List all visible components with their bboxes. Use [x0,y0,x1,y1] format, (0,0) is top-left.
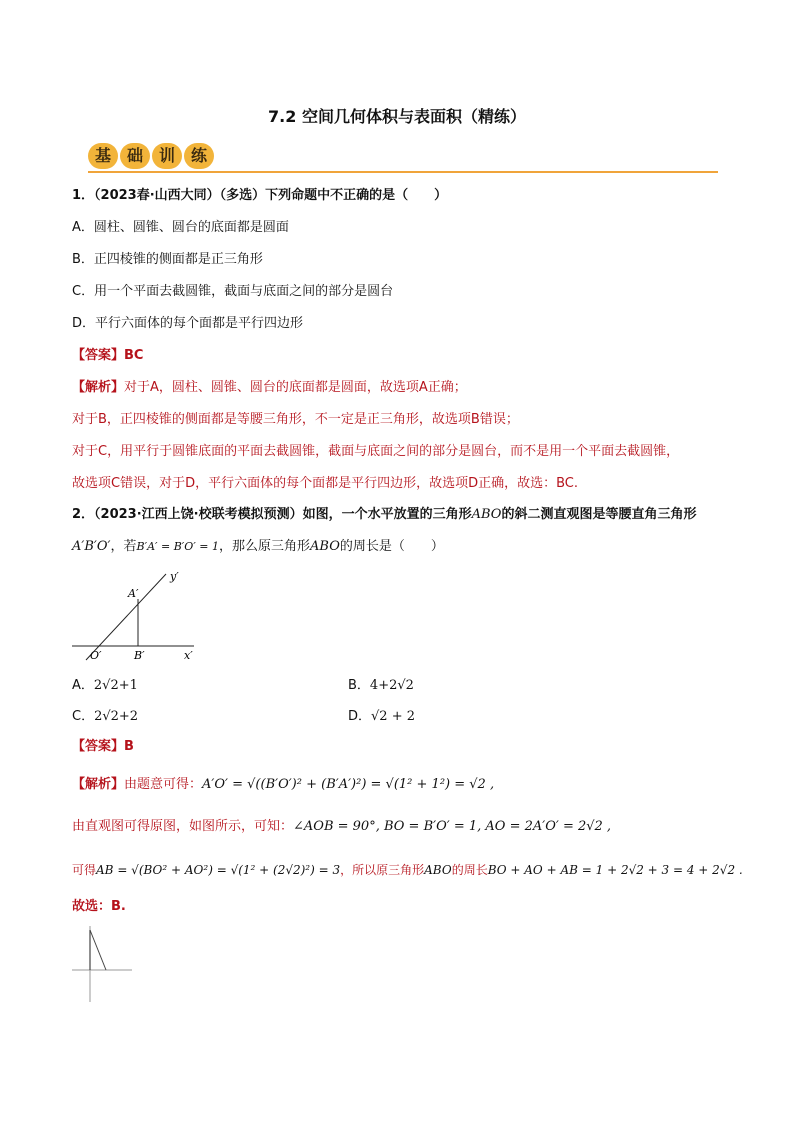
q1-option-d: D．平行六面体的每个面都是平行四边形 [72,316,304,331]
q1-stem: 1．（2023春·山西大同）（多选）下列命题中不正确的是（ ） [72,188,448,203]
option-label: D． [348,709,372,724]
q1-option-b: B．正四棱锥的侧面都是正三角形 [72,252,263,267]
analysis-var: ABO [424,863,452,877]
analysis-text: 可得 [72,863,97,877]
stem-text: ，若 [110,539,137,554]
analysis-label: 【解析】 [72,380,125,395]
label-a: A′ [128,587,139,600]
segment-a-b [90,930,106,970]
section-banner [88,143,214,171]
analysis-text: 的周长 [451,863,488,877]
section-divider [88,171,718,173]
q2-analysis-2 [72,817,732,837]
q2-option-a [72,676,138,696]
banner-char: 训 [152,143,182,169]
stem-var: ABO [471,507,502,522]
analysis-text: 由题意可得： [124,777,203,792]
q2-option-b [348,676,414,696]
label-x: x′ [184,649,193,662]
option-label: B． [348,678,370,693]
stem-text: 的斜二测直观图是等腰直角三角形 [501,507,697,522]
option-value: √2 + 2 [371,709,415,724]
option-label: C． [72,709,95,724]
stem-var: ABO [310,539,340,554]
stem-eq: B′A′ = B′O′ = 1 [136,540,220,553]
banner-char: 练 [184,143,214,169]
option-value: 2√2+1 [93,678,138,693]
q1-analysis-1 [72,378,732,398]
option-value: 2√2+2 [94,709,139,724]
q2-answer [72,737,732,757]
analysis-eq: BO + AO + AB = 1 + 2√2 + 3 = 4 + 2√2 . [487,863,743,877]
q1-analysis-2: 对于B，正四棱锥的侧面都是等腰三角形，不一定是正三角形，故选项B错误； [72,412,519,427]
analysis-text: 由直观图可得原图，如图所示，可知： [72,819,294,834]
q2-option-d [348,707,415,727]
q2-conclusion: 故选：B. [72,899,126,914]
analysis-eq: A′O′ = √((B′O′)² + (B′A′)²) = √(1² + 1²) = √2 , [202,777,495,792]
page-title: 7.2 空间几何体积与表面积（精练） [268,107,526,126]
original-triangle-figure [72,922,142,1004]
option-label: A． [72,678,94,693]
q2-stem-line2 [72,537,732,557]
answer-value: BC [124,348,144,363]
analysis-eq: ∠AOB = 90°, BO = B′O′ = 1, AO = 2A′O′ = 2√2 , [293,819,612,834]
q2-option-c [72,707,138,727]
stem-text: ，那么原三角形 [219,539,311,554]
answer-label: 【答案】 [72,739,125,754]
label-y: y′ [170,570,179,583]
banner-char: 基 [88,143,118,169]
oblique-view-figure [72,566,202,662]
q1-answer [72,346,732,366]
stem-text: 2．（2023·江西上饶·校联考模拟预测）如图，一个水平放置的三角形 [72,507,472,522]
option-value: 4+2√2 [369,678,414,693]
q2-stem-line1 [72,505,732,525]
stem-var: A′B′O′ [72,539,111,554]
q2-analysis-3 [72,860,743,880]
q2-analysis-1 [72,775,732,795]
banner-char: 础 [120,143,150,169]
q1-analysis-3: 对于C，用平行于圆锥底面的平面去截圆锥，截面与底面之间的部分是圆台，而不是用一个平面去截圆锥， [72,444,680,459]
stem-text: 的周长是（ ） [339,539,444,554]
y-axis [86,574,166,660]
analysis-label: 【解析】 [72,777,125,792]
label-o: O′ [90,649,102,662]
label-b: B′ [134,649,145,662]
q1-analysis-4: 故选项C错误，对于D，平行六面体的每个面都是平行四边形，故选项D正确，故选：BC. [72,476,578,491]
q1-option-c: C．用一个平面去截圆锥，截面与底面之间的部分是圆台 [72,284,394,299]
analysis-text: ，所以原三角形 [340,863,425,877]
answer-value: B [124,739,134,754]
answer-label: 【答案】 [72,348,125,363]
q1-option-a: A．圆柱、圆锥、圆台的底面都是圆面 [72,220,289,235]
analysis-text: 对于A，圆柱、圆锥、圆台的底面都是圆面，故选项A正确； [124,380,467,395]
analysis-eq: AB = √(BO² + AO²) = √(1² + (2√2)²) = 3 [96,863,341,877]
